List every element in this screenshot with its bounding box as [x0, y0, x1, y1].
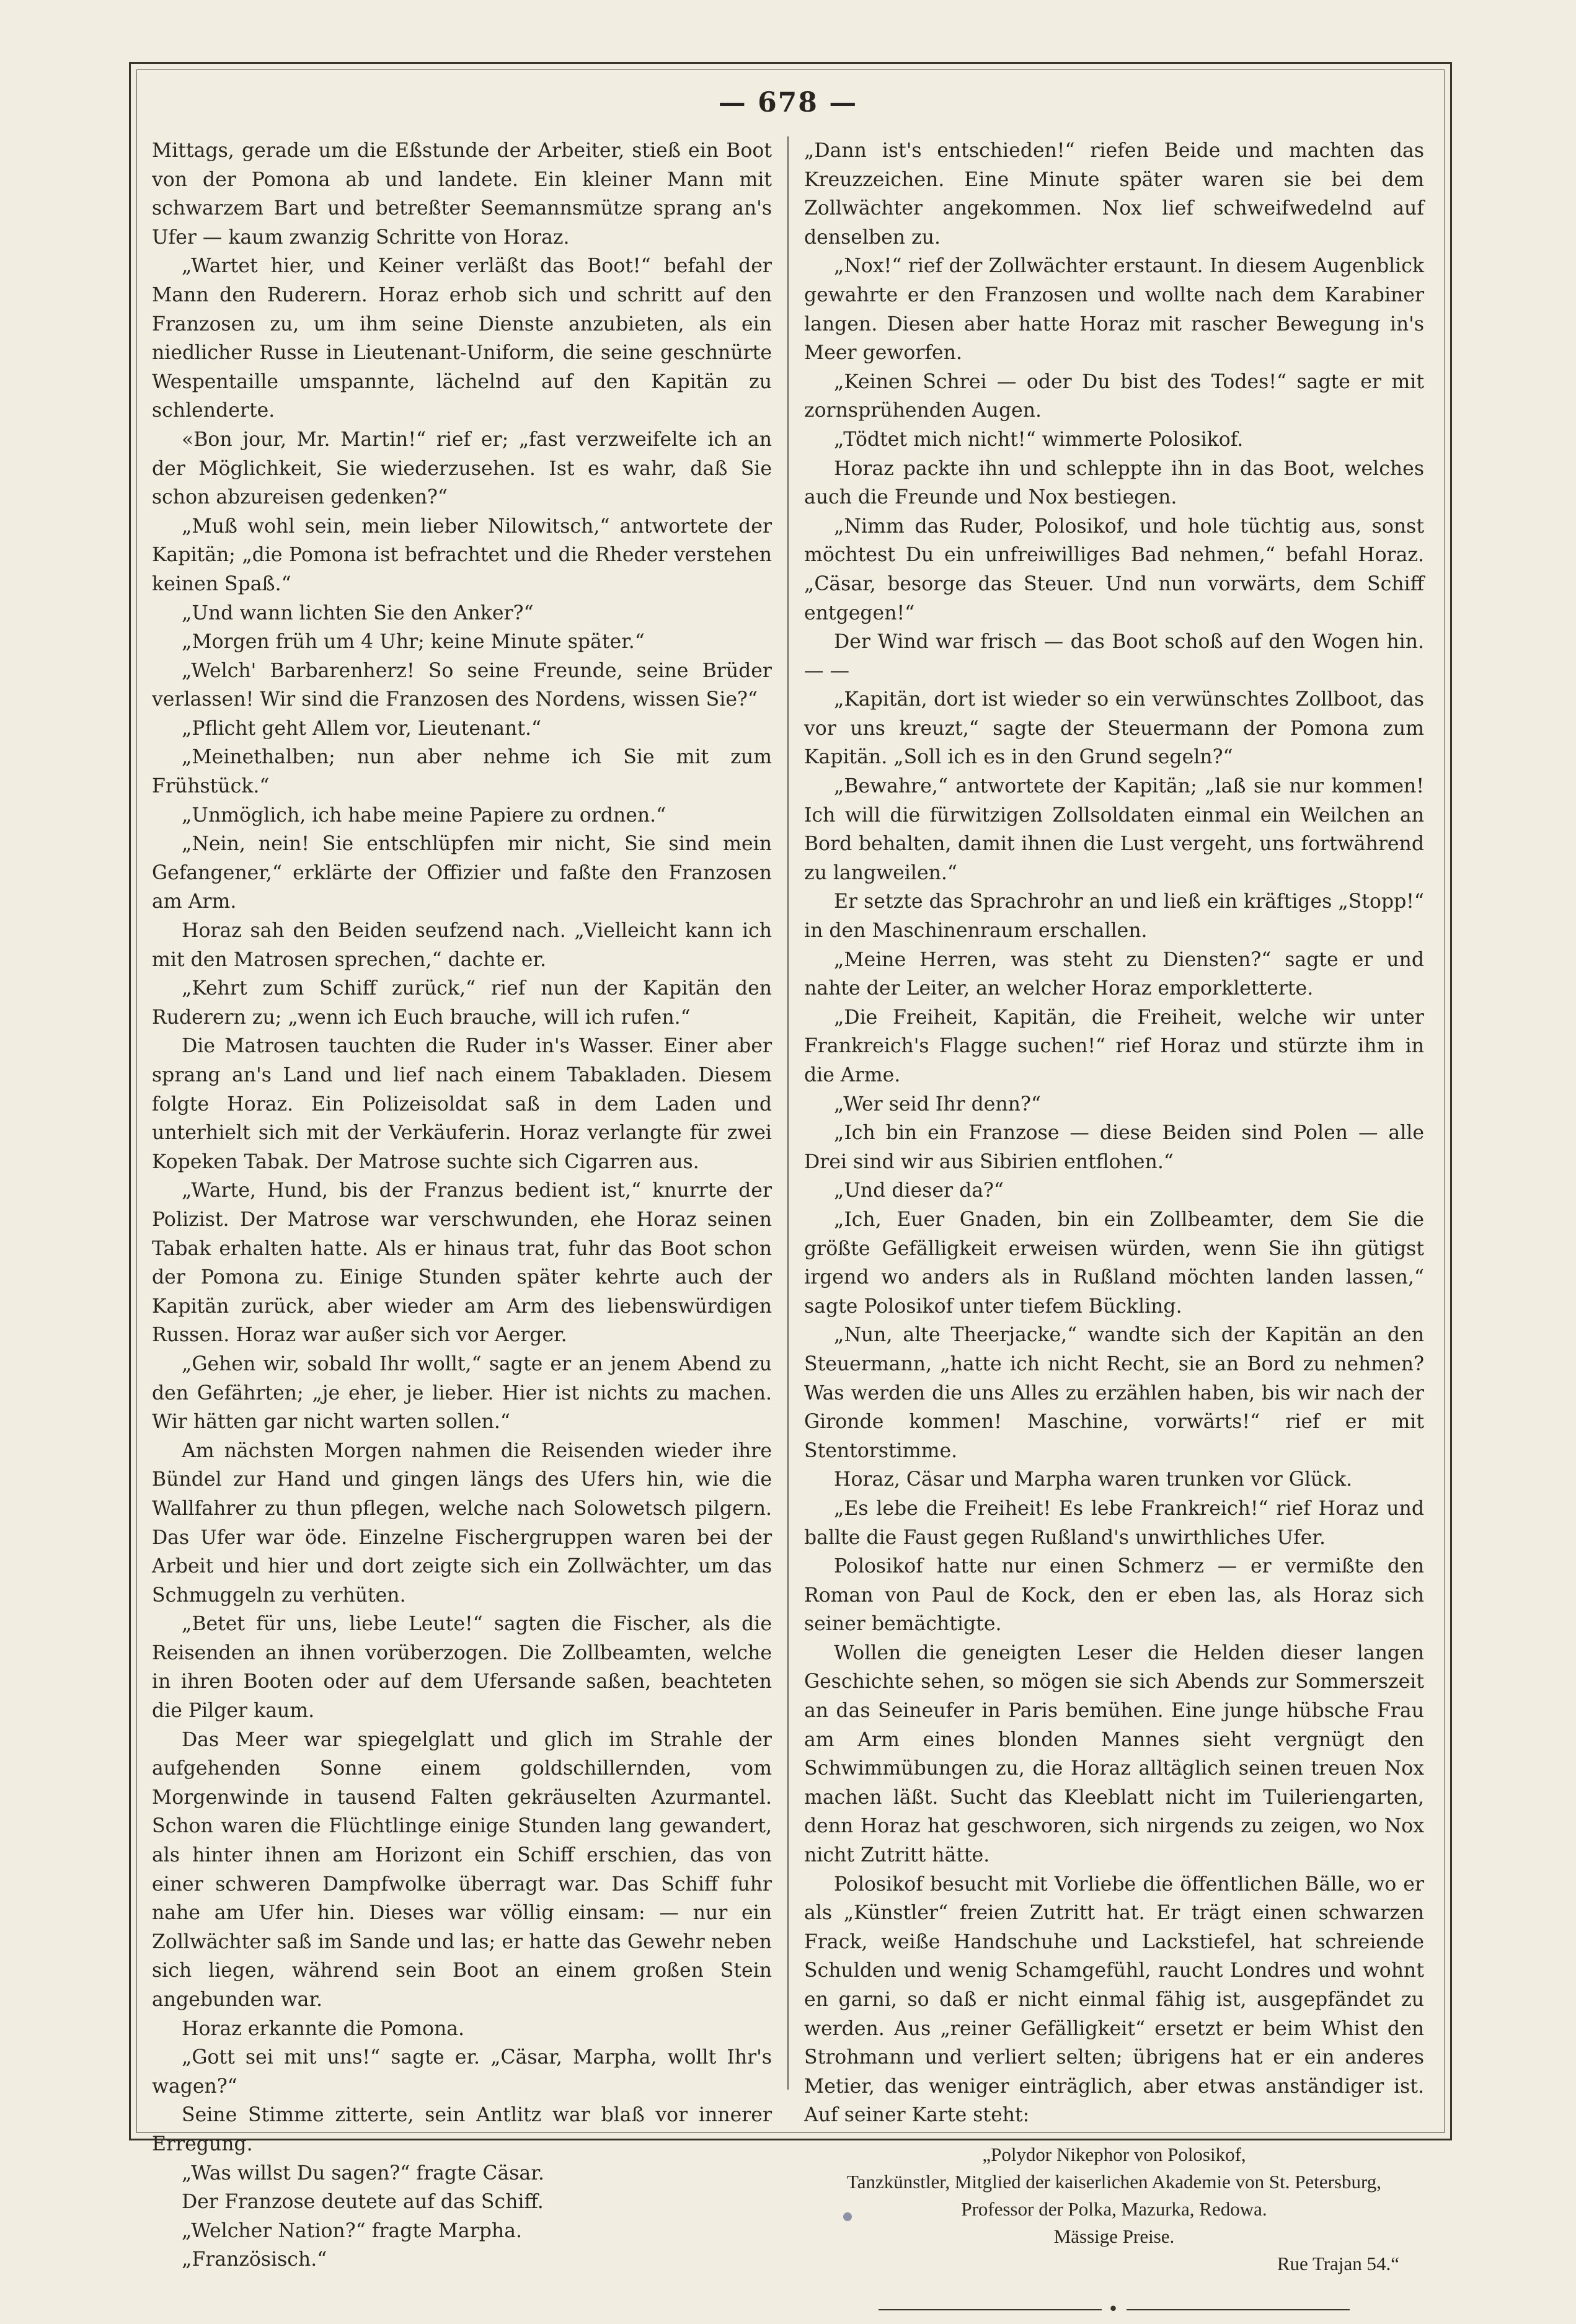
paragraph: „Französisch.“: [182, 2248, 327, 2271]
paragraph: „Nox!“ rief der Zollwächter erstaunt. In diesem Augenblick gewahrte er den Franzosen und wollte nach dem Karabiner langen. Diesen aber hatte Horaz mit rascher Bewegung in's Meer geworfen.: [804, 255, 1424, 365]
paragraph: „Dann ist's entschieden!“ riefen Beide und machten das Kreuzzeichen. Eine Minute später waren sie bei dem Zollwächter angekommen. Nox lief schweifwedelnd auf denselben zu.: [804, 140, 1424, 249]
paragraph: „Morgen früh um 4 Uhr; keine Minute später.“: [182, 631, 645, 654]
paragraph: „Wer seid Ihr denn?“: [834, 1093, 1041, 1115]
paragraph: „Welch' Barbarenherz! So seine Freunde, seine Brüder verlassen! Wir sind die Franzosen des Nordens, wissen Sie?“: [152, 659, 772, 711]
paragraph: Polosikof besucht mit Vorliebe die öffentlichen Bälle, wo er als „Künstler“ freien Zutritt hat. Er trägt einen schwarzen Frack, weiße Handschuhe und Lackstiefel, hat schreiende Schulden und wenig Schamgefühl, raucht Londres und wohnt en garni, so daß er nicht einmal fähig ist, ausgepfändet zu werden. Aus „reiner Gefälligkeit“ ersetzt er beim Whist den Strohmann und verliert selten; übrigens hat er ein anderes Metier, das weniger einträglich, aber etwas anständiger ist. Auf seiner Karte steht:: [804, 1873, 1424, 2127]
ornament-line-right: [1127, 2309, 1350, 2310]
paragraph: Er setzte das Sprachrohr an und ließ ein kräftiges „Stopp!“ in den Maschinenraum erschallen.: [804, 890, 1424, 942]
page-number: — 678 —: [718, 87, 858, 118]
paragraph: „Gott sei mit uns!“ sagte er. „Cäsar, Marpha, wollt Ihr's wagen?“: [152, 2046, 772, 2098]
business-card-address: Rue Trajan 54.“: [1277, 2252, 1399, 2274]
column-divider: [787, 136, 789, 2090]
paragraph: „Nun, alte Theerjacke,“ wandte sich der Kapitän an den Steuermann, „hatte ich nicht Recht, sie an Bord zu nehmen? Was werden die uns Alles zu erzählen haben, bis wir nach der Gironde kommen! Maschine, vorwärts!“ rief er mit Stentorstimme.: [804, 1324, 1424, 1462]
paragraph: Mittags, gerade um die Eßstunde der Arbeiter, stieß ein Boot von der Pomona ab und landete. Ein kleiner Mann mit schwarzem Bart und betreßter Seemannsmütze sprang an's Ufer — kaum zwanzig Schritte von Horaz.: [152, 140, 772, 249]
business-card: [804, 2141, 1424, 2250]
paragraph: „Tödtet mich nicht!“ wimmerte Polosikof.: [834, 428, 1244, 451]
paragraph: Der Franzose deutete auf das Schiff.: [182, 2191, 544, 2214]
ornament-line-left: [879, 2309, 1102, 2310]
paragraph: Horaz erkannte die Pomona.: [182, 2017, 465, 2040]
business-card-line: „Polydor Nikephor von Polosikof,: [982, 2143, 1246, 2165]
paragraph: „Ich bin ein Franzose — diese Beiden sind Polen — alle Drei sind wir aus Sibirien entflohen.“: [804, 1122, 1424, 1173]
paragraph: „Betet für uns, liebe Leute!“ sagten die Fischer, als die Reisenden an ihnen vorüberzogen. Die Zollbeamten, welche in ihren Booten oder auf dem Ufersande saßen, beachteten die Pilger kaum.: [152, 1613, 772, 1723]
paragraph: „Warte, Hund, bis der Franzus bedient ist,“ knurrte der Polizist. Der Matrose war verschwunden, ehe Horaz seinen Tabak erhalten hatte. Als er hinaus trat, fuhr das Boot schon der Pomona zu. Einige Stunden später kehrte auch der Kapitän zurück, aber wieder am Arm des liebenswürdigen Russen. Horaz war außer sich vor Aerger.: [152, 1179, 772, 1347]
paragraph: „Und wann lichten Sie den Anker?“: [182, 601, 534, 624]
binding-hole: [843, 2212, 852, 2221]
paragraph: Die Matrosen tauchten die Ruder in's Wasser. Einer aber sprang an's Land und lief nach einem Tabakladen. Diesem folgte Horaz. Ein Polizeisoldat saß in dem Laden und unterhielt sich mit der Verkäuferin. Horaz verlangte für zwei Kopeken Tabak. Der Matrose suchte sich Cigarren aus.: [152, 1035, 772, 1173]
paragraph: Horaz packte ihn und schleppte ihn in das Boot, welches auch die Freunde und Nox bestiegen.: [804, 457, 1424, 509]
paragraph: „Die Freiheit, Kapitän, die Freiheit, welche wir unter Frankreich's Flagge suchen!“ rief Horaz und stürzte ihm in die Arme.: [804, 1006, 1424, 1086]
paragraph: „Wartet hier, und Keiner verläßt das Boot!“ befahl der Mann den Ruderern. Horaz erhob sich und schritt auf den Franzosen zu, um ihm seine Dienste anzubieten, als ein niedlicher Russe in Lieutenant-Uniform, die seine geschnürte Wespentaille umspannte, lächelnd auf den Kapitän zu schlenderte.: [152, 255, 772, 422]
paragraph: Das Meer war spiegelglatt und glich im Strahle der aufgehenden Sonne einem goldschillernden, vom Morgenwinde in tausend Falten gekräuselten Azurmantel. Schon waren die Flüchtlinge einige Stunden lang gewandert, als hinter ihnen am Horizont ein Schiff erschien, das von einer schweren Dampfwolke überragt war. Das Schiff fuhr nahe am Ufer hin. Dieses war völlig einsam: — nur ein Zollwächter saß im Sande und las; er hatte das Gewehr neben sich liegen, während sein Boot an einem großen Stein angebunden war.: [152, 1728, 772, 2011]
paragraph: „Gehen wir, sobald Ihr wollt,“ sagte er an jenem Abend zu den Gefährten; „je eher, je lieber. Hier ist nichts zu machen. Wir hätten gar nicht warten sollen.“: [152, 1352, 772, 1434]
paragraph: Horaz sah den Beiden seufzend nach. „Vielleicht kann ich mit den Matrosen sprechen,“ dachte er.: [152, 920, 772, 971]
paragraph: Horaz, Cäsar und Marpha waren trunken vor Glück.: [834, 1468, 1353, 1491]
paragraph: Wollen die geneigten Leser die Helden dieser langen Geschichte sehen, so mögen sie sich Abends zur Sommerszeit an das Seineufer in Paris bemühen. Eine junge hübsche Frau am Arm eines blonden Mannes sieht vergnügt den Schwimmübungen zu, die Horaz alltäglich seinen treuen Nox machen läßt. Sucht das Kleeblatt nicht im Tuileriengarten, denn Horaz hat geschworen, sich nirgends zu zeigen, wo Nox nicht Zutritt hätte.: [804, 1641, 1424, 1867]
paragraph: „Und dieser da?“: [834, 1179, 1004, 1202]
paragraph: „Meinethalben; nun aber nehme ich Sie mit zum Frühstück.“: [152, 746, 772, 798]
paragraph: „Muß wohl sein, mein lieber Nilowitsch,“ antwortete der Kapitän; „die Pomona ist befrachtet und die Rheder verstehen keinen Spaß.“: [152, 515, 772, 595]
paragraph: «Bon jour, Mr. Martin!“ rief er; „fast verzweifelte ich an der Möglichkeit, Sie wiederzusehen. Ist es wahr, daß Sie schon abzureisen gedenken?“: [152, 428, 772, 509]
ornament-dot: •: [1108, 2299, 1120, 2318]
paragraph: „Unmöglich, ich habe meine Papiere zu ordnen.“: [182, 804, 666, 827]
paragraph: „Welcher Nation?“ fragte Marpha.: [182, 2219, 523, 2242]
paragraph: „Es lebe die Freiheit! Es lebe Frankreich!“ rief Horaz und ballte die Faust gegen Rußland's unwirthliches Ufer.: [804, 1497, 1424, 1549]
end-ornament: [804, 2295, 1424, 2324]
paragraph: „Pflicht geht Allem vor, Lieutenant.“: [182, 717, 542, 740]
paragraph: „Ich, Euer Gnaden, bin ein Zollbeamter, dem Sie die größte Gefälligkeit erweisen würden, wenn Sie ihn gütigst irgend wo anders als in Rußland möchten landen lassen,“ sagte Polosikof unter tiefem Bückling.: [804, 1208, 1424, 1318]
paragraph: „Nimm das Ruder, Polosikof, und hole tüchtig aus, sonst möchtest Du ein unfreiwilliges Bad nehmen,“ befahl Horaz. „Cäsar, besorge das Steuer. Und nun vorwärts, dem Schiff entgegen!“: [804, 515, 1424, 624]
paragraph: Seine Stimme zitterte, sein Antlitz war blaß vor innerer Erregung.: [152, 2104, 772, 2155]
business-card-line: Professor der Polka, Mazurka, Redowa.: [961, 2198, 1267, 2220]
right-column: [804, 136, 1424, 2324]
business-card-line: Mässige Preise.: [1053, 2225, 1175, 2247]
business-card-line: Tanzkünstler, Mitglied der kaiserlichen Akademie von St. Petersburg,: [846, 2170, 1382, 2193]
paragraph: Der Wind war frisch — das Boot schoß auf den Wogen hin. — —: [804, 631, 1424, 682]
paragraph: Polosikof hatte nur einen Schmerz — er vermißte den Roman von Paul de Kock, den er eben las, als Horaz sich seiner bemächtigte.: [804, 1555, 1424, 1636]
paragraph: Am nächsten Morgen nahmen die Reisenden wieder ihre Bündel zur Hand und gingen längs des Ufers hin, wie die Wallfahrer zu thun pflegen, welche nach Solowetsch pilgern. Das Ufer war öde. Einzelne Fischergruppen waren bei der Arbeit und hier und dort zeigte sich ein Zollwächter, um das Schmuggeln zu verhüten.: [152, 1439, 772, 1607]
paragraph: „Was willst Du sagen?“ fragte Cäsar.: [182, 2162, 544, 2184]
paragraph: „Kehrt zum Schiff zurück,“ rief nun der Kapitän den Ruderern zu; „wenn ich Euch brauche, will ich rufen.“: [152, 977, 772, 1029]
paragraph: „Nein, nein! Sie entschlüpfen mir nicht, Sie sind mein Gefangener,“ erklärte der Offizier und faßte den Franzosen am Arm.: [152, 833, 772, 913]
paragraph: „Meine Herren, was steht zu Diensten?“ sagte er und nahte der Leiter, an welcher Horaz emporkletterte.: [804, 948, 1424, 1000]
paragraph: „Bewahre,“ antwortete der Kapitän; „laß sie nur kommen! Ich will die fürwitzigen Zollsoldaten einmal ein Weilchen an Bord behalten, damit ihnen die Lust vergeht, uns fortwährend zu langweilen.“: [804, 775, 1424, 884]
left-column: [152, 136, 772, 2274]
paragraph: „Kapitän, dort ist wieder so ein verwünschtes Zollboot, das vor uns kreuzt,“ sagte der Steuermann der Pomona zum Kapitän. „Soll ich es in den Grund segeln?“: [804, 688, 1424, 769]
paragraph: „Keinen Schrei — oder Du bist des Todes!“ sagte er mit zornsprühenden Augen.: [804, 370, 1424, 422]
